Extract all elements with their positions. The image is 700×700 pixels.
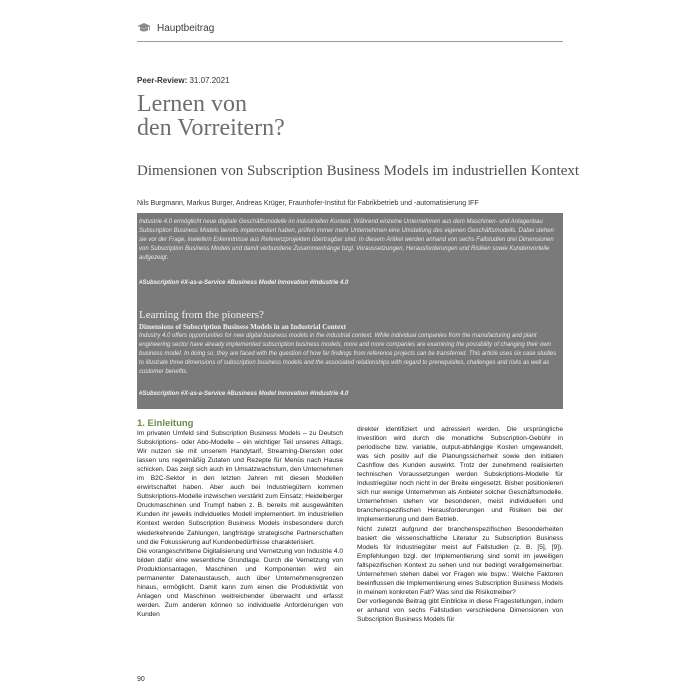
abstract-en-title: Learning from the pioneers? <box>139 309 264 321</box>
abstract-en-text: Industry 4.0 offers opportunities for new digital business models in the industrial context. While individual companies from the manufacturing and plant engineering sector have already implemented subscription business models, more and more companies are examining the possibility of changing their own business model. In doing so, they are faced with the question of how far findings from reference projects can be transferred. This article uses six case studies to illustrate three dimensions of subscription business models and the associated relationships with regard to prerequisites, challenges and risks as well as customer benefits. <box>139 333 557 375</box>
body-paragraph: Im privaten Umfeld sind Subscription Business Models – zu Deutsch Subskriptions- oder Abo-Modelle – ein wichtiger Teil unseres Alltags. Wir nutzen sie mit unserem Handytarif, Streaming-Diensten oder lassen uns regelmäßig Zutaten und Rezepte für Menüs nach Hause schicken. Das zeigt sich auch im Umsatzwachstum, den Unternehmen im B2C-Sektor in den letzten Jahren mit diesen Modellen erwirtschaftet haben. Aber auch bei Industriegütern kommen Subskriptions-Modelle inzwischen verstärkt zum Einsatz: Heidelberger Druckmaschinen und Trumpf haben z. B. bereits mit ausgewählten Kunden ihr jeweils individuelles Modell implementiert. Im industriellen Kontext werden Subscription Business Models insbesondere durch wiederkehrende Zahlungen, langfristige strategische Partnerschaften und die Fokussierung auf Kundenbedürfnisse charakterisiert. <box>137 430 343 546</box>
title-line-2: den Vorreitern? <box>137 115 285 141</box>
section-header <box>137 22 214 34</box>
body-column-left <box>137 418 343 619</box>
article-title <box>137 92 285 140</box>
graduation-cap-icon <box>137 22 151 34</box>
page-number: 90 <box>137 676 145 683</box>
peer-review-date: 31.07.2021 <box>189 76 230 85</box>
body-paragraph: Die vorangeschrittene Digitalisierung und Vernetzung von Industrie 4.0 bilden dafür eine wesentliche Grundlage. Durch die Vernetzung von Produktionsanlagen, Maschinen und Komponenten wird ein permanenter Datenaustausch, auch über Unternehmensgrenzen hinaus, ermöglicht. Damit kann zum einen die Produktivität von Anlagen und Maschinen weitreichender überwacht und erfasst werden. Zum anderen können so individuelle Anforderungen von Kunden <box>137 547 343 618</box>
author-line: Nils Burgmann, Markus Burger, Andreas Krüger, Fraunhofer-Institut für Fabrikbetrieb und -automatisierung IFF <box>137 200 479 207</box>
abstract-en-tags: #Subscription #X-as-a-Service #Business Model Innovation #Industrie 4.0 <box>139 391 349 397</box>
abstract-en-subtitle: Dimensions of Subscription Business Models in an Industrial Context <box>139 323 346 331</box>
section-heading: 1. Einleitung <box>137 418 194 429</box>
body-paragraph: Nicht zuletzt aufgrund der branchenspezifischen Besonderheiten basiert die wissenschaftliche Literatur zu Subscription Business Models für Industriegüter meist auf Fallstudien (z. B. [5], [9]). Empfehlungen bzgl. der Implementierung sind somit im jeweiligen fallspezifischen Kontext zu sehen und nur bedingt verallgemeinerbar. Unternehmen stehen dabei vor Fragen wie bspw.: Welche Faktoren beeinflussen die Implementierung eines Subscription Business Models in meinem konkreten Fall? Was sind die Risikotreiber? <box>357 525 563 596</box>
body-paragraph: Der vorliegende Beitrag gibt Einblicke in diese Fragestellungen, indem er anhand von sechs Fallstudien verschiedene Dimensionen von Subscription Business Models für <box>357 597 563 623</box>
abstract-de-text: Industrie 4.0 ermöglicht neue digitale Geschäftsmodelle im industriellen Kontext. Während einzelne Unternehmen aus dem Maschinen- und Anlagenbau Subscription Business Models bereits implementiert haben, prüfen immer mehr Unternehmen eine Umstellung des eigenen Geschäftsmodells. Dabei stehen sie vor der Frage, inwiefern Erkenntnisse aus Referenzprojekten übertragbar sind. In diesem Artikel werden anhand von sechs Fallstudien drei Dimensionen von Subscription Business Models und damit verbundene Zusammenhänge bzgl. Voraussetzungen, Herausforderungen und Risiken sowie Kundenvorteile aufgezeigt. <box>139 219 554 261</box>
abstract-de-tags: #Subscription #X-as-a-Service #Business Model Innovation #Industrie 4.0 <box>139 280 349 286</box>
article-subtitle: Dimensionen von Subscription Business Models im industriellen Kontext <box>137 163 580 179</box>
peer-review-line <box>137 76 230 85</box>
peer-review-label: Peer-Review: <box>137 76 188 85</box>
body-paragraph: direkter identifiziert und adressiert werden. Die ursprüngliche Investition wird durch die monatliche Subscription-Gebühr in periodische bzw. variable, output-abhängige Kosten umgewandelt, was sich positiv auf die Planungssicherheit sowie den initialen Cashflow des Kunden auswirkt. Trotz der zunehmend realisierten technischen Voraussetzungen werden Subskriptions-Modelle für Industriegüter noch nicht in der Breite eingesetzt. Bisher positionieren sich nur wenige Unternehmen als Anbieter solcher Geschäftsmodelle. Unternehmen stehen vor besonderen, meist individuellen und branchenspezifischen Herausforderungen und Risiken bei der Implementierung und dem Betrieb. <box>357 426 563 524</box>
title-line-1: Lernen von <box>137 91 247 117</box>
abstract-box <box>137 213 563 409</box>
body-column-right <box>357 425 563 624</box>
header-divider <box>137 41 563 42</box>
section-label: Hauptbeitrag <box>157 22 215 34</box>
